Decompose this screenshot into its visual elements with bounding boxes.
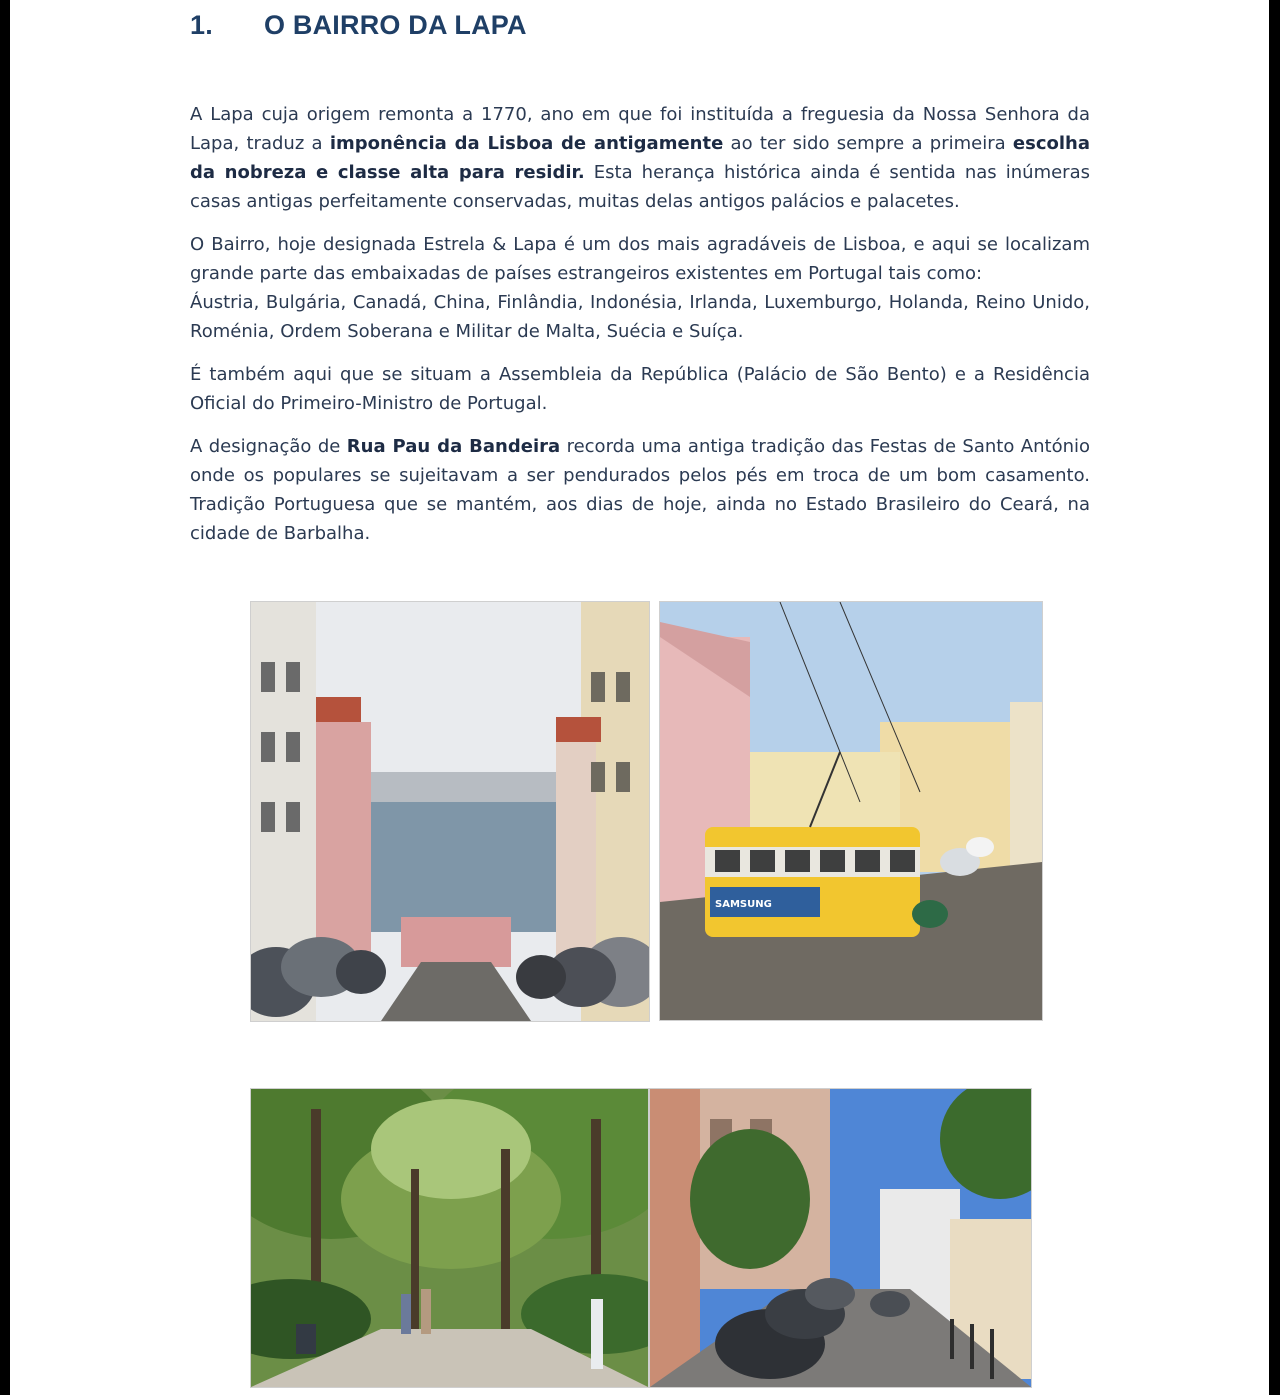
paragraph-origin-text-2: ao ter sido sempre a primeira — [723, 133, 1013, 154]
paragraph-rua-pau-bandeira — [190, 432, 1090, 548]
document-page — [10, 0, 1269, 1395]
paragraph-embassies-intro: O Bairro, hoje designada Estrela & Lapa é um dos mais agradáveis de Lisboa, e aqui se localizam grande parte das embaixadas de países estrangeiros existentes em Portugal tais como: — [190, 234, 1090, 284]
paragraph-origin-bold-1: imponência da Lisboa de antigamente — [329, 133, 724, 154]
photo-tram-street — [659, 601, 1043, 1021]
paragraph-assembly: É também aqui que se situam a Assembleia da República (Palácio de São Bento) e a Residência Oficial do Primeiro-Ministro de Portugal. — [190, 364, 1090, 414]
body-text — [190, 100, 1090, 562]
paragraph-rua-text-2: recorda uma antiga tradição das Festas de Santo António onde os populares se sujeitavam a ser pendurados pelos pés em troca de um bom casamento. Tradição Portuguesa que se mantém, aos dias de hoje, ainda no Estado Brasileiro do Ceará, na cidade de Barbalha. — [190, 436, 1091, 544]
paragraph-origin-bold-2: escolha da nobreza e classe alta para residir. — [190, 133, 1090, 183]
paragraph-rua-text-1: A designação de — [190, 436, 347, 457]
paragraph-origin-text-3: Esta herança histórica ainda é sentida nas inúmeras casas antigas perfeitamente conservadas, muitas delas antigos palácios e palacetes. — [190, 162, 1090, 212]
section-heading — [190, 10, 527, 41]
paragraph-origin-text-1: A Lapa cuja origem remonta a 1770, ano em que foi instituída a freguesia da Nossa Senhora da Lapa, traduz a — [190, 104, 1090, 154]
tram-ad-label: SAMSUNG — [715, 899, 772, 910]
photo-street-river-view — [250, 601, 650, 1022]
section-title: O BAIRRO DA LAPA — [264, 10, 527, 40]
photo-garden-park — [250, 1088, 649, 1388]
photo-residential-street — [649, 1088, 1032, 1388]
paragraph-embassies-list: Áustria, Bulgária, Canadá, China, Finlândia, Indonésia, Irlanda, Luxemburgo, Holanda, Reino Unido, Roménia, Ordem Soberana e Militar de Malta, Suécia e Suíça. — [190, 292, 1090, 342]
paragraph-rua-bold: Rua Pau da Bandeira — [346, 436, 561, 457]
paragraph-origin — [190, 100, 1090, 216]
section-number: 1. — [190, 10, 213, 40]
